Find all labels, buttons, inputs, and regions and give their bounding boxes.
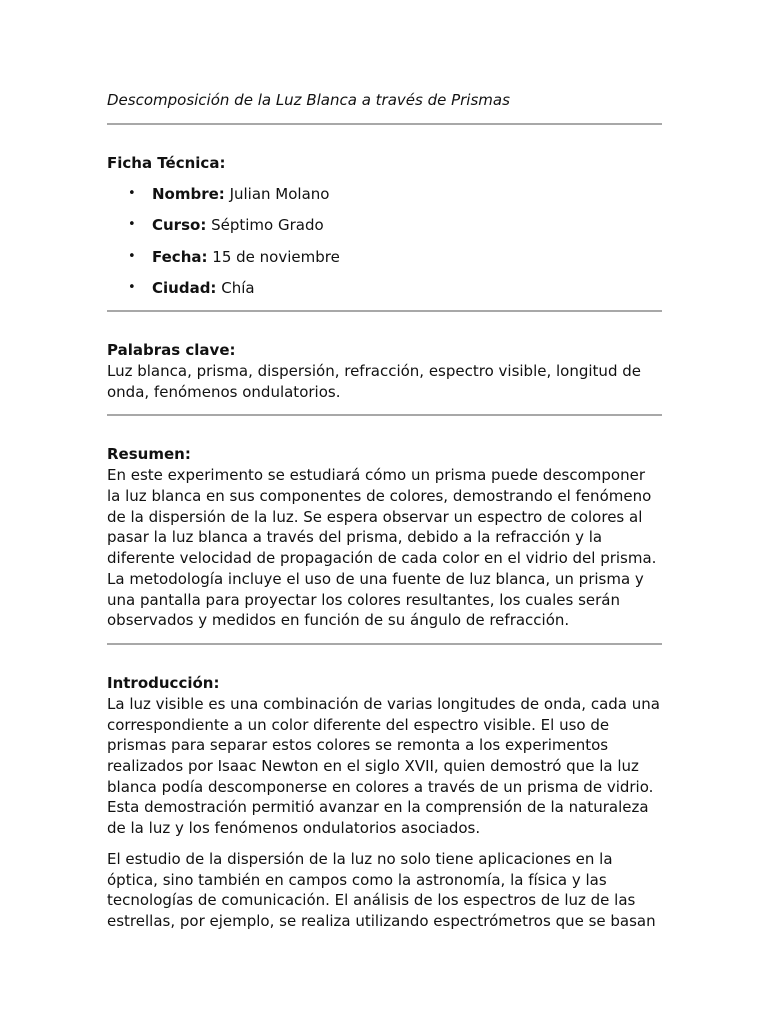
keywords-text: Luz blanca, prisma, dispersión, refracción, espectro visible, longitud de onda, fenómenos ondulatorios.: [107, 361, 641, 401]
document-title: Descomposición de la Luz Blanca a través de Prismas: [107, 91, 510, 109]
bullet-icon: •: [128, 186, 136, 201]
ficha-tecnica-list: [107, 184, 662, 298]
item-label: Nombre:: [152, 185, 225, 203]
introduccion-paragraph-1: La luz visible es una combinación de varias longitudes de onda, cada una correspondiente a un color diferente del espectro visible. El uso de prismas para separar estos colores se remonta a los experimentos realizados por Isaac Newton en el siglo XVII, quien demostró que la luz blanca podía descomponerse en colores a través de un prisma de vidrio. Esta demostración permitió avanzar en la comprensión de la naturaleza de la luz y los fenómenos ondulatorios asociados.: [107, 694, 660, 838]
list-item: [107, 184, 662, 204]
item-label: Fecha:: [152, 247, 208, 266]
list-item: [107, 215, 662, 235]
list-item: [107, 247, 662, 267]
document-page: [107, 90, 662, 932]
keywords-heading: Palabras clave:: [107, 340, 236, 359]
item-value: Séptimo Grado: [211, 216, 324, 235]
introduccion-section: [107, 673, 662, 932]
introduccion-paragraph-2: El estudio de la dispersión de la luz no solo tiene aplicaciones en la óptica, sino también en campos como la astronomía, la física y las tecnologías de comunicación. El análisis de los espectros de luz de las estrellas, por ejemplo, se realiza utilizando espectrómetros que se basan: [107, 849, 656, 930]
ficha-tecnica-heading: Ficha Técnica:: [107, 154, 226, 172]
list-item: [107, 278, 662, 298]
introduccion-heading: Introducción:: [107, 673, 220, 692]
bullet-icon: •: [128, 248, 136, 264]
resumen-section: [107, 444, 662, 631]
resumen-heading: Resumen:: [107, 445, 191, 464]
item-value: Chía: [221, 278, 255, 297]
item-value: Julian Molano: [229, 185, 330, 203]
item-label: Ciudad:: [152, 278, 217, 297]
ficha-tecnica-section: [107, 153, 662, 298]
item-value: 15 de noviembre: [212, 247, 340, 266]
item-label: Curso:: [152, 216, 207, 235]
bullet-icon: •: [128, 279, 136, 295]
resumen-text: En este experimento se estudiará cómo un prisma puede descomponer la luz blanca en sus componentes de colores, demostrando el fenómeno de la dispersión de la luz. Se espera observar un espectro de colores al pasar la luz blanca a través del prisma, debido a la refracción y la diferente velocidad de propagación de cada color en el vidrio del prisma. La metodología incluye el uso de una fuente de luz blanca, un prisma y una pantalla para proyectar los colores resultantes, los cuales serán observados y medidos en función de su ángulo de refracción.: [107, 466, 657, 630]
bullet-icon: •: [128, 217, 136, 233]
keywords-section: [107, 340, 662, 402]
